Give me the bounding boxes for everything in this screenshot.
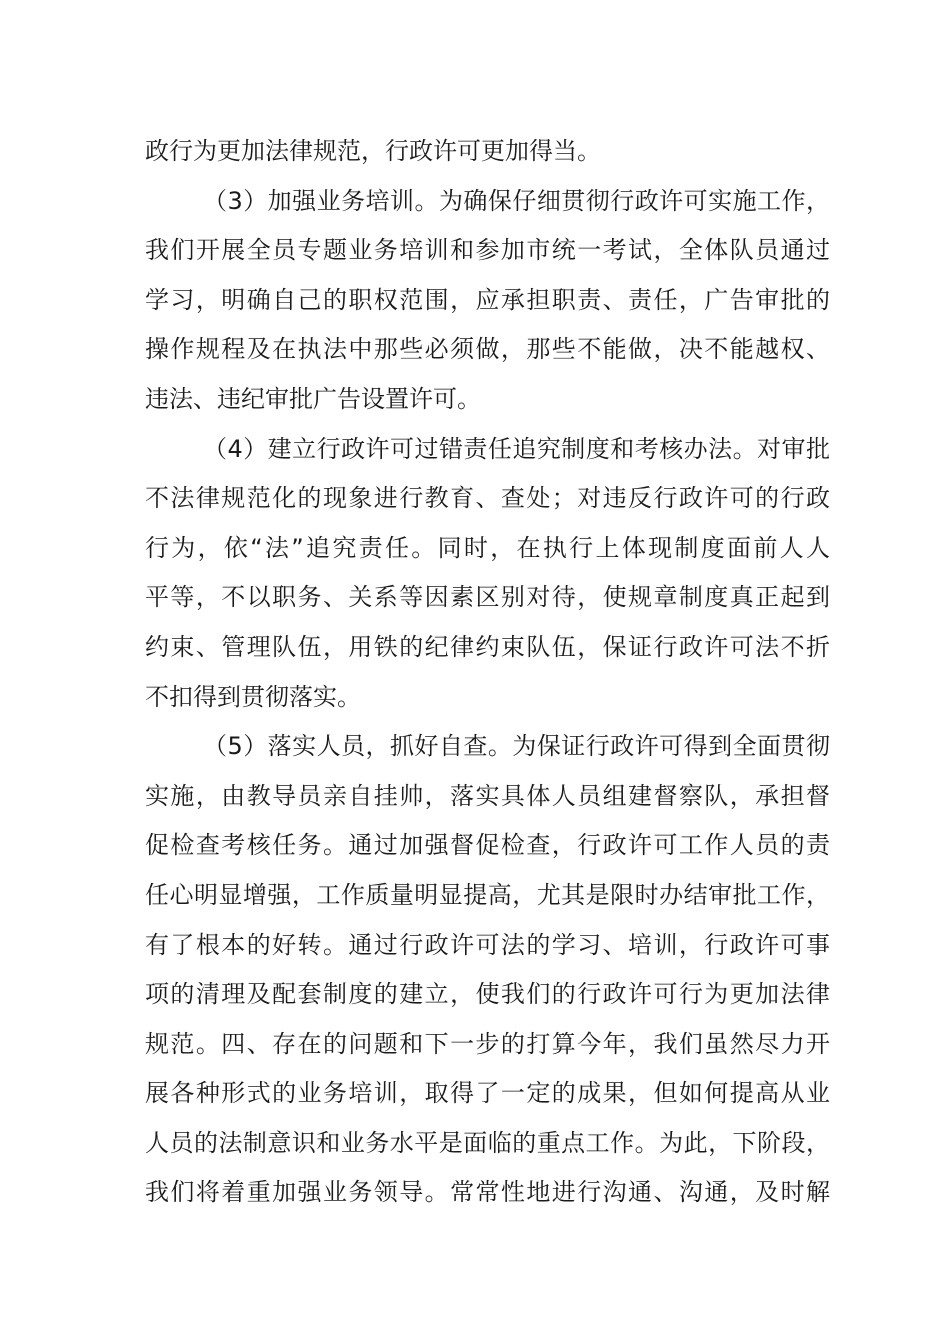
text-line: 不法律规范化的现象进行教育、查处；对违反行政许可的行政: [145, 484, 830, 513]
text-line: 不扣得到贯彻落实。: [145, 682, 361, 711]
text-line: 项的清理及配套制度的建立，使我们的行政许可行为更加法律: [145, 980, 830, 1009]
text-line: 任心明显增强，工作质量明显提高，尤其是限时办结审批工作，: [145, 880, 830, 909]
paragraph-start-line: （5）落实人员，抓好自查。为保证行政许可得到全面贯彻: [203, 732, 830, 761]
text-line: 我们将着重加强业务领导。常常性地进行沟通、沟通，及时解: [145, 1178, 830, 1207]
text-line: 展各种形式的业务培训，取得了一定的成果，但如何提高从业: [145, 1079, 830, 1108]
text-line: 有了根本的好转。通过行政许可法的学习、培训，行政许可事: [145, 930, 830, 959]
text-line: 平等，不以职务、关系等因素区别对待，使规章制度真正起到: [145, 583, 830, 612]
paragraph-start-line: （3）加强业务培训。为确保仔细贯彻行政许可实施工作，: [203, 186, 830, 215]
text-line: 人员的法制意识和业务水平是面临的重点工作。为此，下阶段，: [145, 1128, 830, 1157]
text-line: 学习，明确自己的职权范围，应承担职责、责任，广告审批的: [145, 285, 830, 314]
text-line: 政行为更加法律规范，行政许可更加得当。: [145, 137, 601, 165]
text-line: 行为，依“法”追究责任。同时，在执行上体现制度面前人人: [145, 533, 830, 562]
text-line: 促检查考核任务。通过加强督促检查，行政许可工作人员的责: [145, 831, 830, 860]
text-line: 操作规程及在执法中那些必须做，那些不能做，决不能越权、: [145, 335, 830, 364]
paragraph-start-line: （4）建立行政许可过错责任追究制度和考核办法。对审批: [203, 434, 830, 463]
text-line: 违法、违纪审批广告设置许可。: [145, 384, 481, 413]
body-text: [145, 127, 830, 1218]
text-line: 规范。四、存在的问题和下一步的打算今年，我们虽然尽力开: [145, 1029, 830, 1058]
text-line: 实施，由教导员亲自挂帅，落实具体人员组建督察队，承担督: [145, 781, 830, 810]
text-line: 我们开展全员专题业务培训和参加市统一考试，全体队员通过: [145, 236, 830, 265]
text-line: 约束、管理队伍，用铁的纪律约束队伍，保证行政许可法不折: [145, 632, 830, 661]
